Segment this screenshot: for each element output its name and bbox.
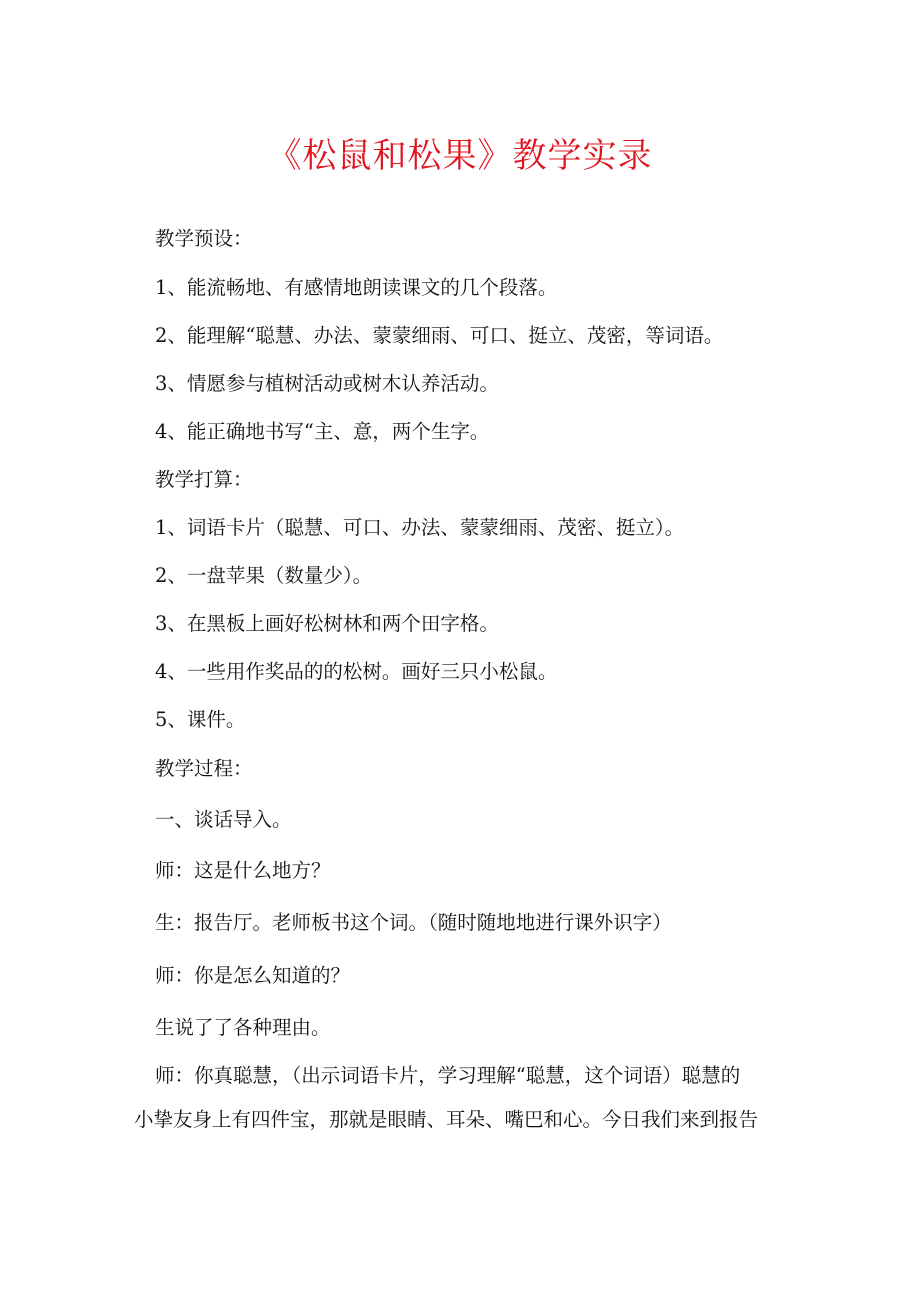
paragraph: 1、词语卡片（聪慧、可口、办法、蒙蒙细雨、茂密、挺立）。 bbox=[155, 516, 685, 539]
paragraph-line: 小挚友身上有四件宝，那就是眼睛、耳朵、嘴巴和心。今日我们来到报告 bbox=[134, 1108, 759, 1131]
paragraph: 1、能流畅地、有感情地朗读课文的几个段落。 bbox=[155, 276, 558, 299]
paragraph: 一、谈话导入。 bbox=[155, 808, 292, 831]
paragraph: 2、一盘苹果（数量少）。 bbox=[155, 564, 373, 587]
paragraph: 5、课件。 bbox=[155, 708, 246, 731]
section-heading-process: 教学过程： bbox=[155, 757, 253, 780]
section-heading-preset: 教学预设： bbox=[155, 227, 253, 250]
paragraph: 师：你是怎么知道的？ bbox=[155, 964, 351, 987]
paragraph: 3、情愿参与植树活动或树木认养活动。 bbox=[155, 372, 499, 395]
paragraph: 生：报告厅。老师板书这个词。（随时随地地进行课外识字） bbox=[155, 911, 672, 934]
document-title: 《松鼠和松果》教学实录 bbox=[267, 136, 653, 176]
paragraph: 3、在黑板上画好松树林和两个田字格。 bbox=[155, 612, 499, 635]
paragraph-line: 师：你真聪慧，（出示词语卡片，学习理解“聪慧，这个词语）聪慧的 bbox=[155, 1064, 741, 1087]
paragraph: 4、一些用作奖品的的松树。画好三只小松鼠。 bbox=[155, 660, 558, 683]
section-heading-plan: 教学打算： bbox=[155, 468, 253, 491]
paragraph: 师：这是什么地方？ bbox=[155, 859, 331, 882]
paragraph: 2、能理解“聪慧、办法、蒙蒙细雨、可口、挺立、茂密，等词语。 bbox=[155, 324, 724, 347]
paragraph: 4、能正确地书写“主、意，两个生字。 bbox=[155, 420, 490, 443]
paragraph: 生说了了各种理由。 bbox=[155, 1016, 331, 1039]
